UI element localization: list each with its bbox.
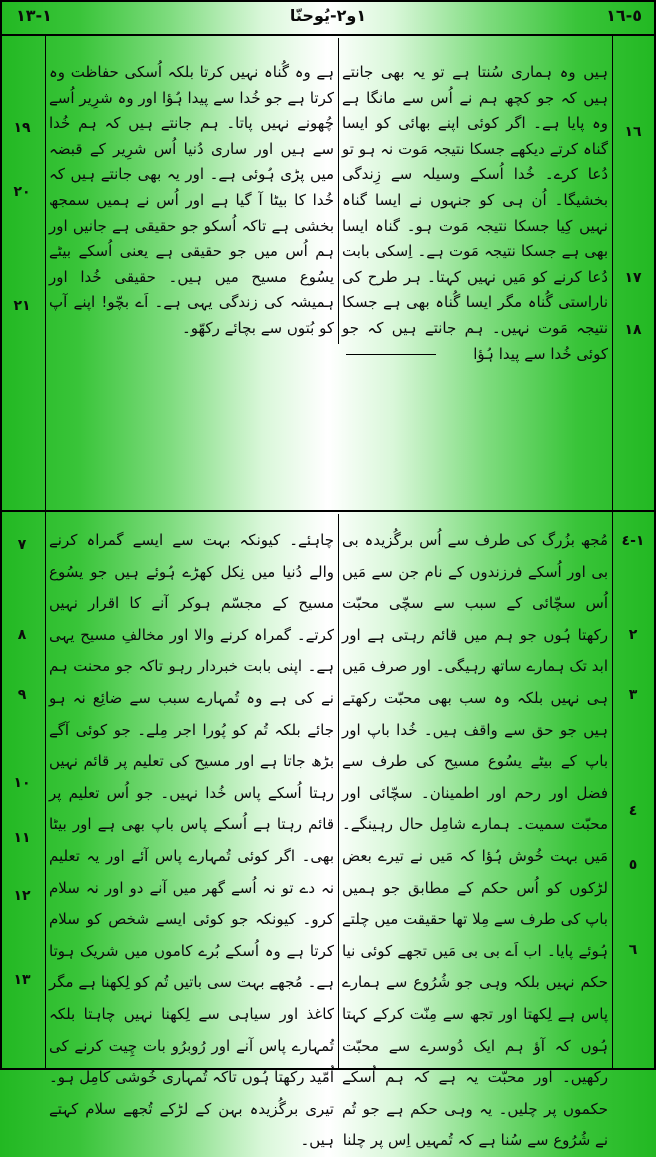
verse-number: ١٧ xyxy=(624,270,642,286)
verse-number: ٧ xyxy=(17,537,27,553)
verse-number: ٥ xyxy=(628,857,638,873)
left-margin-rule xyxy=(45,34,46,1070)
block2-right-column: مُجھ بزُرگ کی طرف سے اُس برگُزیدہ بی بی اور اُسکے فرزندوں کے نام جن سے مَیں اُس سچّائی کے سبب سے سچّی محبّت رکھتا ہُوں جو ہم میں قائم رہتی ہے اور ابد تک ہمارے ساتھ رہیگی۔ اور صرف مَیں ہی نہیں بلکہ وہ سب بھی محبّت رکھتے ہیں جو حق سے واقف ہیں۔ خُدا باپ اور باپ کے بیٹے یسُوع مسیح کی طرف سے فضل اور رحم اور اطمینان۔ سچّائی اور محبّت سمیت۔ ہمارے شامِل حال رہینگے۔ مَیں بہت خُوش ہُؤا کہ مَیں نے تیرے بعض لڑکوں کو اُس حکم کے مطابق جو ہمیں باپ کی طرف سے مِلا تھا حقیقت میں چلتے ہُوئے پایا۔ اب اَے بی بی مَیں تجھے کوئی نیا حکم نہیں بلکہ وہی جو شُرُوع سے ہمارے پاس ہے لِکھتا اور تجھ سے مِنّت کرکے کہتا ہُوں کہ آؤ ہم ایک دُوسرے سے محبّت رکھیں۔ اور محبّت یہ ہے کہ ہم اُسکے حکموں پر چلیں۔ یہ وہی حکم ہے جو تُم نے شُرُوع سے سُنا ہے کہ تُمہیں اِس پر چلنا xyxy=(342,531,608,1150)
verse-number: ٢٠ xyxy=(13,184,31,200)
page-reference-right: ٥-١٦ xyxy=(606,6,642,25)
verse-number: ٢١ xyxy=(13,298,31,314)
block1-right-column: ہیں وہ ہماری سُنتا ہے تو یہ بھی جانتے ہیں کہ جو کچھ ہم نے اُس سے مانگا ہے وہ پایا ہے۔ اگر کوئی اپنے بھائی کو ایسا گناہ کرتے دیکھے جسکا نتیجہ مَوت نہ ہو تو دُعا کرے۔ خُدا اُسکے وسیلہ سے زِندگی بخشیگا۔ اُن ہی کو جنہوں نے ایسا گناہ نہیں کِیا جسکا نتیجہ مَوت ہو۔ گناہ ایسا بھی ہے جسکا نتیجہ مَوت ہے۔ اِسکی بابت دُعا کرنے کو مَیں نہیں کہتا۔ ہر طرح کی ناراستی گُناہ مگر ایسا گُناہ بھی ہے جسکا نتیجہ مَوت نہیں۔ ہم جانتے ہیں کہ جو کوئی خُدا سے پیدا ہُؤا xyxy=(342,63,608,363)
column-rule-bottom xyxy=(338,514,339,1070)
verse-number: ٢ xyxy=(628,627,638,643)
block1-left-column: ہے وہ گُناہ نہیں کرتا بلکہ اُسکی حفاظت وہ کرتا ہے جو خُدا سے پیدا ہُؤا اور وہ شرِیر اُسے چُھونے نہیں پاتا۔ ہم جانتے ہیں کہ ہم خُدا سے ہیں اور ساری دُنیا اُس شرِیر کے قبضہ میں پڑی ہُوئی ہے۔ اور یہ بھی جانتے ہیں کہ خُدا کا بیٹا آ گیا ہے اور اُس نے ہمیں سمجھ بخشی ہے تاکہ اُسکو جو حقیقی ہے جانیں اور ہم اُس میں جو حقیقی ہے یعنی اُسکے بیٹے یسُوع مسیح میں ہیں۔ حقیقی خُدا اور ہمیشہ کی زندگی یہی ہے۔ اَے بچّو! اپنے آپ کو بُتوں سے بچائے رکھّو۔ xyxy=(49,63,334,337)
verse-number: ٦ xyxy=(628,942,638,958)
end-of-book-rule xyxy=(346,354,436,355)
verse-number: ١٨ xyxy=(624,322,642,338)
verse-number: ١٦ xyxy=(624,124,642,140)
block2-left-column: چاہئے۔ کیونکہ بہت سے ایسے گمراہ کرنے والے دُنیا میں نِکل کھڑے ہُوئے ہیں جو یسُوع مسیح کے مجسّم ہوکر آنے کا اقرار نہیں کرتے۔ گمراہ کرنے والا اور مخالفِ مسیح یہی ہے۔ اپنی بابت خبردار رہو تاکہ جو محنت ہم نے کی ہے وہ تُمہارے سبب سے ضائِع نہ ہو جائے بلکہ تُم کو پُورا اجر مِلے۔ جو کوئی آگے بڑھ جاتا ہے اور مسیح کی تعلیم پر قائم نہیں رہتا اُسکے پاس خُدا نہیں۔ جو اُس تعلیم پر قائم رہتا ہے اُسکے پاس باپ بھی ہے اور بیٹا بھی۔ اگر کوئی تُمہارے پاس آئے اور یہ تعلیم نہ دے تو نہ اُسے گھر میں آنے دو اور نہ سلام کرو۔ کیونکہ جو کوئی ایسے شخص کو سلام کرتا ہے وہ اُسکے بُرے کاموں میں شریک ہوتا ہے۔ مُجھے بہت سی باتیں تُم کو لِکھنا ہے مگر کاغذ اور سیاہی سے لِکھنا نہیں چاہتا بلکہ تُمہارے پاس آنے اور رُوبرُو بات چِیت کرنے کی اُمّید رکھتا ہُوں تاکہ تُمہاری خُوشی کامِل ہو۔ تیری برگُزیدہ بہن کے لڑکے تُجھے سلام کہتے ہیں۔ xyxy=(49,531,334,1150)
verse-number: ٤ xyxy=(628,803,638,819)
verse-number: ١-٤ xyxy=(621,533,645,549)
section-divider xyxy=(0,510,656,512)
verse-number: ١٩ xyxy=(13,120,31,136)
verse-number: ٨ xyxy=(17,627,27,643)
verse-number: ١٠ xyxy=(13,775,31,791)
book-title: ١و٢-یُوحنّا xyxy=(289,6,367,25)
page-reference-left: ١-١٣ xyxy=(16,6,52,25)
right-margin-rule xyxy=(612,34,613,1070)
column-rule-top xyxy=(338,38,339,344)
header-rule xyxy=(0,34,656,36)
verse-number: ١٢ xyxy=(13,888,31,904)
verse-number: ٩ xyxy=(17,687,27,703)
verse-number: ١٣ xyxy=(13,972,31,988)
verse-number: ٣ xyxy=(628,687,638,703)
verse-number: ١١ xyxy=(13,830,31,846)
